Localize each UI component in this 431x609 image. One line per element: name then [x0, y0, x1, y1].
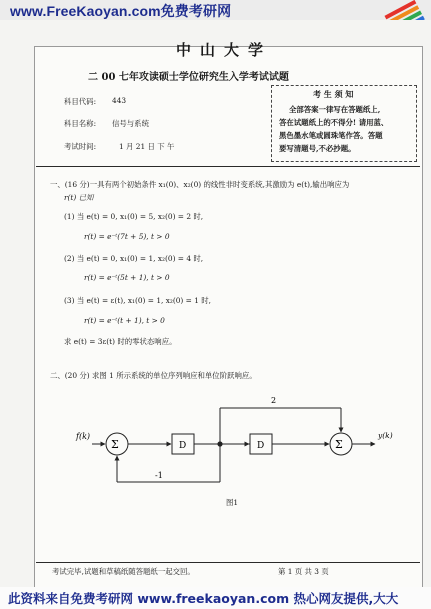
q1-intro-cont: r(t) 已知	[64, 193, 94, 202]
notice-line: 要写清题号,不必抄题。	[279, 144, 356, 153]
header-divider	[36, 166, 420, 167]
footer-note: 考试完毕,试题和草稿纸随答题纸一起交回。	[52, 567, 195, 576]
site-url[interactable]: www.FreeKaoyan.com	[10, 3, 161, 19]
exam-time: 1 月 21 日 下 午	[119, 142, 175, 151]
notice-line: 答在试题纸上的不得分! 请用蓝、	[279, 118, 389, 127]
feedback-gain: -1	[155, 471, 163, 480]
feedforward-gain: 2	[271, 396, 277, 405]
delay-1-label: D	[179, 441, 187, 451]
subject-name: 信号与系统	[112, 119, 149, 128]
subject-code: 443	[112, 96, 127, 105]
branch-node	[217, 441, 222, 446]
q2-text: 二、(20 分) 求图 1 所示系统的单位序列响应和单位阶跃响应。	[50, 371, 257, 380]
q1-case-1: (1) 当 e(t) = 0, x₁(0) = 5, x₂(0) = 2 时,	[64, 212, 204, 221]
q1-case-2: (2) 当 e(t) = 0, x₁(0) = 1, x₂(0) = 4 时,	[64, 254, 204, 263]
q1-response-1: r(t) = e⁻ᵗ(7t + 5), t > 0	[84, 232, 170, 241]
source-text: 此资料来自免费考研网 www.freekaoyan.com 热心网友提供,大大	[8, 591, 399, 606]
q1-response-2: r(t) = e⁻ᵗ(5t + 1), t > 0	[84, 273, 170, 282]
notice-line: 黑色墨水笔或圆珠笔作答。答题	[279, 131, 383, 140]
notice-title: 考 生 须 知	[313, 89, 354, 99]
footer-divider	[36, 562, 420, 563]
summer-1-symbol: Σ	[111, 438, 119, 451]
figure-1-block-diagram	[70, 392, 410, 512]
notice-line: 全部答案一律写在答题纸上,	[289, 105, 381, 114]
exam-time-label: 考试时间:	[64, 142, 97, 151]
q1-question: 求 e(t) = 3ε(t) 时的零状态响应。	[64, 337, 177, 346]
q1-response-3: r(t) = e⁻ᵗ(t + 1), t > 0	[84, 316, 165, 325]
input-label: f(k)	[76, 432, 91, 441]
site-slogan: 免费考研网	[160, 3, 232, 19]
q1-intro: 一、(16 分)一具有两个初始条件 x₁(0)、x₂(0) 的线性非时变系统,其激励为 e(t),输出响应为	[50, 180, 350, 189]
site-header	[0, 0, 431, 20]
output-label: y(k)	[378, 431, 393, 440]
delay-2-label: D	[257, 441, 265, 451]
page-number: 第 1 页 共 3 页	[278, 567, 329, 576]
subject-code-label: 科目代码:	[64, 97, 97, 106]
exam-title: 二 00 七年攻读硕士学位研究生入学考试试题	[88, 72, 289, 83]
summer-2-symbol: Σ	[335, 438, 343, 451]
q1-case-3: (3) 当 e(t) = ε(t), x₁(0) = 1, x₂(0) = 1 时,	[64, 296, 211, 305]
university-name: 中山大学	[176, 41, 273, 59]
subject-name-label: 科目名称:	[64, 119, 97, 128]
figure-caption: 图1	[226, 498, 239, 507]
site-title	[10, 1, 231, 21]
source-banner	[0, 587, 431, 609]
